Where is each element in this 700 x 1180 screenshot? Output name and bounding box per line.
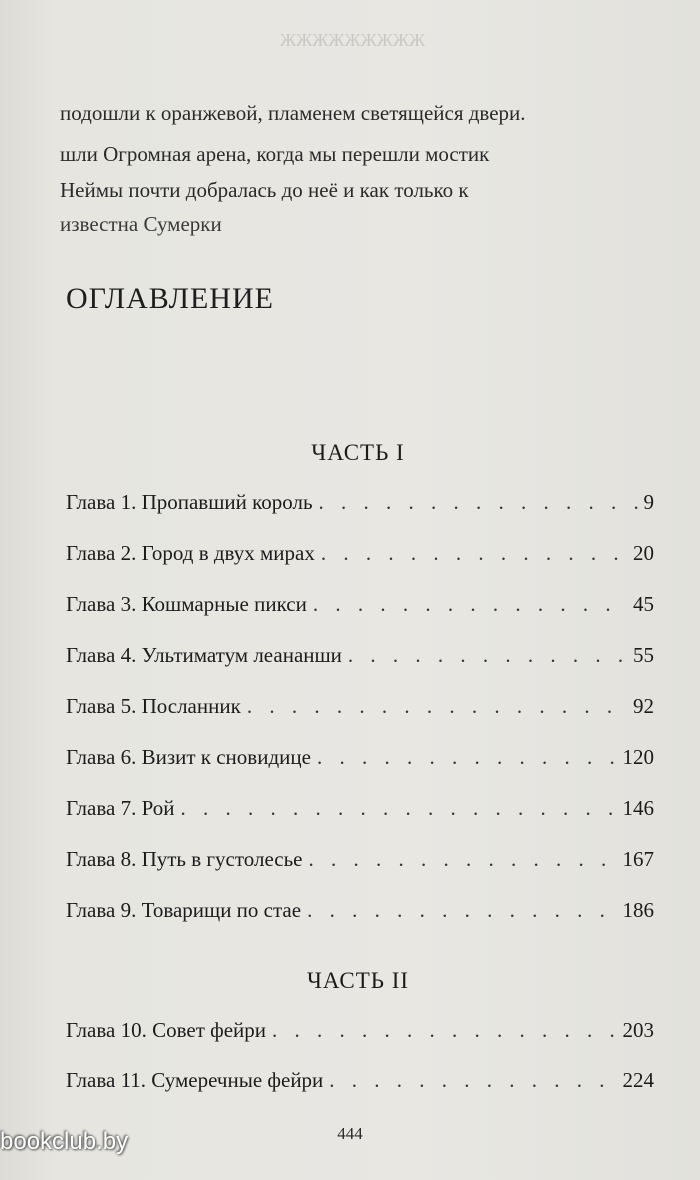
chapter-page: 55: [633, 643, 654, 667]
top-text-line-4: известна Сумерки: [60, 212, 222, 236]
chapter-page: 146: [622, 796, 654, 820]
chapter-title: Глава 3. Кошмарные пикси: [66, 592, 307, 616]
running-header: ЖЖЖЖЖЖЖЖЖ: [280, 30, 426, 50]
toc-entry: [66, 592, 654, 617]
chapter-page: 92: [633, 694, 654, 718]
chapter-title: Глава 4. Ультиматум леананши: [66, 643, 342, 667]
page-number: 444: [337, 1124, 363, 1143]
toc-entry: [66, 643, 654, 668]
top-text-line-1: подошли к оранжевой, пламенем светящейся двери.: [60, 101, 526, 125]
toc-entry: [66, 1018, 654, 1043]
chapter-page: 45: [633, 592, 654, 616]
toc-entry: [66, 847, 654, 872]
toc-entry: [66, 796, 654, 821]
part-heading-2: ЧАСТЬ II: [306, 968, 410, 993]
toc-entry: [66, 694, 654, 719]
dot-leader: [348, 643, 627, 668]
dot-leader: [247, 694, 627, 719]
chapter-title: Глава 8. Путь в густолесье: [66, 847, 303, 871]
chapter-page: 9: [643, 490, 654, 514]
dot-leader: [180, 796, 616, 821]
chapter-page: 20: [633, 541, 654, 565]
dot-leader: [329, 1068, 616, 1093]
part-heading-1: ЧАСТЬ I: [311, 440, 405, 465]
chapter-title: Глава 5. Посланник: [66, 694, 241, 718]
toc-entry: [66, 898, 654, 923]
dot-leader: [321, 541, 627, 566]
watermark: bookclub.by: [0, 1128, 129, 1155]
chapter-title: Глава 11. Сумеречные фейри: [66, 1068, 324, 1092]
chapter-page: 186: [622, 898, 654, 922]
toc-entry: [66, 1068, 654, 1093]
dot-leader: [319, 490, 638, 515]
chapter-page: 167: [622, 847, 654, 871]
top-text-line-2: шли Огромная арена, когда мы перешли мостик: [60, 142, 490, 166]
dot-leader: [272, 1018, 616, 1043]
chapter-title: Глава 6. Визит к сновидице: [66, 745, 311, 769]
chapter-page: 224: [622, 1068, 654, 1092]
chapter-title: Глава 10. Совет фейри: [66, 1018, 267, 1042]
dot-leader: [309, 847, 617, 872]
dot-leader: [317, 745, 617, 770]
dot-leader: [307, 898, 616, 923]
dot-leader: [313, 592, 627, 617]
chapter-title: Глава 1. Пропавший король: [66, 490, 313, 514]
toc-entry: [66, 745, 654, 770]
chapter-title: Глава 9. Товарищи по стае: [66, 898, 302, 922]
chapter-title: Глава 2. Город в двух мирах: [66, 541, 315, 565]
chapter-title: Глава 7. Рой: [66, 796, 175, 820]
toc-entry: [66, 541, 654, 566]
toc-title: ОГЛАВЛЕНИЕ: [66, 282, 274, 315]
toc-entry: [66, 490, 654, 515]
top-text-line-3: Неймы почти добралась до неё и как только к: [60, 178, 469, 202]
chapter-page: 203: [622, 1018, 654, 1042]
chapter-page: 120: [622, 745, 654, 769]
